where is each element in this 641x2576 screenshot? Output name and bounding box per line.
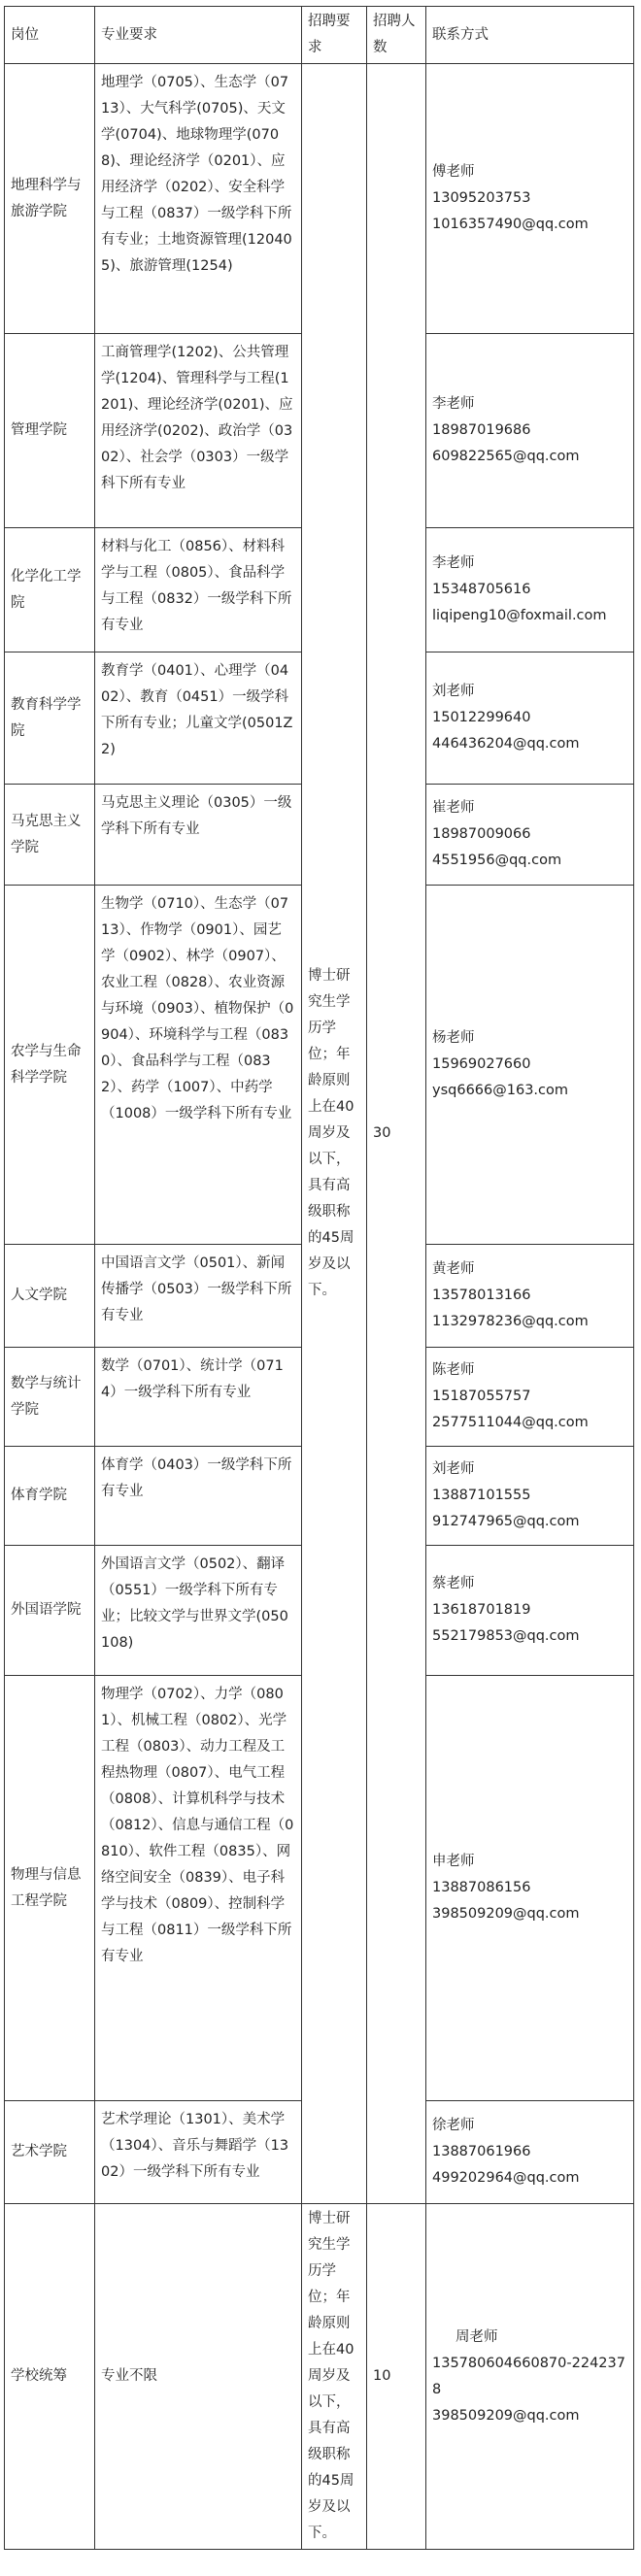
contact-email: 398509209@qq.com (432, 1906, 580, 1922)
contact-cell (426, 2101, 634, 2204)
contact-phone: 15012299640 (432, 710, 531, 725)
table-header-row (5, 7, 634, 64)
recruitment-table (4, 6, 634, 2550)
major-cell: 中国语言文学（0501）、新闻传播学（0503）一级学科下所有专业 (95, 1245, 302, 1348)
contact-cell (426, 652, 634, 785)
major-cell: 艺术学理论（1301）、美术学（1304）、音乐与舞蹈学（1302）一级学科下所有专业 (95, 2101, 302, 2204)
contact-phone: 13887086156 (432, 1880, 531, 1895)
contact-name: 蔡老师 (432, 1576, 475, 1591)
contact-phone: 13578013166 (432, 1288, 531, 1303)
contact-name: 徐老师 (432, 2118, 475, 2133)
post-cell: 化学化工学院 (5, 528, 95, 652)
requirement-cell: 博士研究生学历学位；年龄原则上在40周岁及以下，具有高级职称的45周岁及以下。 (302, 2204, 367, 2550)
post-cell: 体育学院 (5, 1447, 95, 1546)
contact-phone: 18987019686 (432, 422, 531, 438)
recruitment-table-container (4, 6, 633, 2550)
post-cell: 学校统筹 (5, 2204, 95, 2550)
contact-phone: 18987009066 (432, 826, 531, 842)
contact-email: 2577511044@qq.com (432, 1415, 589, 1430)
contact-email: 912747965@qq.com (432, 1514, 580, 1529)
contact-cell (426, 1546, 634, 1676)
contact-phone: 15187055757 (432, 1388, 531, 1404)
contact-email: liqipeng10@foxmail.com (432, 608, 607, 623)
header-contact: 联系方式 (426, 7, 634, 64)
contact-email: 609822565@qq.com (432, 449, 580, 464)
contact-cell (426, 64, 634, 334)
header-count: 招聘人数 (367, 7, 426, 64)
contact-name: 申老师 (432, 1854, 475, 1869)
major-cell: 物理学（0702）、力学（0801）、机械工程（0802）、光学工程（0803）、动力工程及工程热物理（0807）、电气工程（0808）、计算机科学与技术（0812）、信息与通信工程（0810）、软件工程（0835）、网络空间安全（0839）、电子科学与技术（0809）、控制科学与工程（0811）一级学科下所有专业 (95, 1676, 302, 2101)
contact-name: 黄老师 (432, 1261, 475, 1277)
major-cell: 教育学（0401）、心理学（0402）、教育（0451）一级学科下所有专业；儿童文学(0501Z2) (95, 652, 302, 785)
contact-email: 1132978236@qq.com (432, 1314, 589, 1329)
contact-phone: 13887061966 (432, 2144, 531, 2159)
contact-cell (426, 1348, 634, 1447)
post-cell: 外国语学院 (5, 1546, 95, 1676)
contact-cell (426, 2204, 634, 2550)
contact-phone: 135780604660870-2242378 (432, 2355, 625, 2397)
contact-email: ysq6666@163.com (432, 1083, 568, 1098)
post-cell: 教育科学学院 (5, 652, 95, 785)
contact-email: 1016357490@qq.com (432, 217, 589, 232)
contact-cell (426, 1245, 634, 1348)
header-post: 岗位 (5, 7, 95, 64)
post-cell: 艺术学院 (5, 2101, 95, 2204)
major-cell: 专业不限 (95, 2204, 302, 2550)
contact-name: 陈老师 (432, 1362, 475, 1378)
contact-name: 刘老师 (432, 1461, 475, 1477)
contact-phone: 15969027660 (432, 1056, 531, 1072)
major-cell: 外国语言文学（0502）、翻译（0551）一级学科下所有专业；比较文学与世界文学(050108) (95, 1546, 302, 1676)
header-major: 专业要求 (95, 7, 302, 64)
count-cell: 10 (367, 2204, 426, 2550)
table-row (5, 64, 634, 334)
post-cell: 物理与信息工程学院 (5, 1676, 95, 2101)
contact-phone: 13095203753 (432, 190, 531, 206)
contact-cell (426, 1447, 634, 1546)
post-cell: 农学与生命科学学院 (5, 886, 95, 1245)
post-cell: 人文学院 (5, 1245, 95, 1348)
contact-cell (426, 886, 634, 1245)
post-cell: 数学与统计学院 (5, 1348, 95, 1447)
contact-email: 446436204@qq.com (432, 736, 580, 752)
contact-name: 李老师 (432, 555, 475, 571)
major-cell: 材料与化工（0856）、材料科学与工程（0805）、食品科学与工程（0832）一级学科下所有专业 (95, 528, 302, 652)
contact-cell (426, 334, 634, 528)
contact-cell (426, 785, 634, 886)
contact-name: 杨老师 (432, 1030, 475, 1046)
header-requirement: 招聘要求 (302, 7, 367, 64)
contact-email: 4551956@qq.com (432, 853, 562, 868)
post-cell: 马克思主义学院 (5, 785, 95, 886)
major-cell: 生物学（0710）、生态学（0713）、作物学（0901）、园艺学（0902）、林学（0907）、农业工程（0828）、农业资源与环境（0903）、植物保护（0904）、环境科学与工程（0830）、食品科学与工程（0832）、药学（1007）、中药学（1008）一级学科下所有专业 (95, 886, 302, 1245)
contact-name: 刘老师 (432, 684, 475, 699)
contact-email: 552179853@qq.com (432, 1628, 580, 1644)
contact-phone: 15348705616 (432, 582, 531, 597)
requirement-cell: 博士研究生学历学位；年龄原则上在40周岁及以下，具有高级职称的45周岁及以下。 (302, 64, 367, 2204)
count-cell: 30 (367, 64, 426, 2204)
contact-name: 李老师 (432, 396, 475, 412)
major-cell: 地理学（0705）、生态学（0713）、大气科学(0705)、天文学(0704)、地球物理学(0708)、理论经济学（0201）、应用经济学（0202）、安全科学与工程（0837）一级学科下所有专业；土地资源管理(120405)、旅游管理(1254) (95, 64, 302, 334)
contact-phone: 13887101555 (432, 1488, 531, 1503)
major-cell: 数学（0701）、统计学（0714）一级学科下所有专业 (95, 1348, 302, 1447)
contact-name: 崔老师 (432, 800, 475, 816)
major-cell: 体育学（0403）一级学科下所有专业 (95, 1447, 302, 1546)
major-cell: 工商管理学(1202)、公共管理学(1204)、管理科学与工程(1201)、理论经济学(0201)、应用经济学(0202)、政治学（0302）、社会学（0303）一级学科下所有专业 (95, 334, 302, 528)
contact-cell (426, 528, 634, 652)
contact-name: 周老师 (455, 2328, 498, 2345)
table-row (5, 2204, 634, 2550)
contact-email: 499202964@qq.com (432, 2170, 580, 2186)
contact-email: 398509209@qq.com (432, 2407, 580, 2424)
contact-name: 傅老师 (432, 164, 475, 180)
post-cell: 管理学院 (5, 334, 95, 528)
major-cell: 马克思主义理论（0305）一级学科下所有专业 (95, 785, 302, 886)
contact-cell (426, 1676, 634, 2101)
post-cell: 地理科学与旅游学院 (5, 64, 95, 334)
contact-phone: 13618701819 (432, 1602, 531, 1618)
